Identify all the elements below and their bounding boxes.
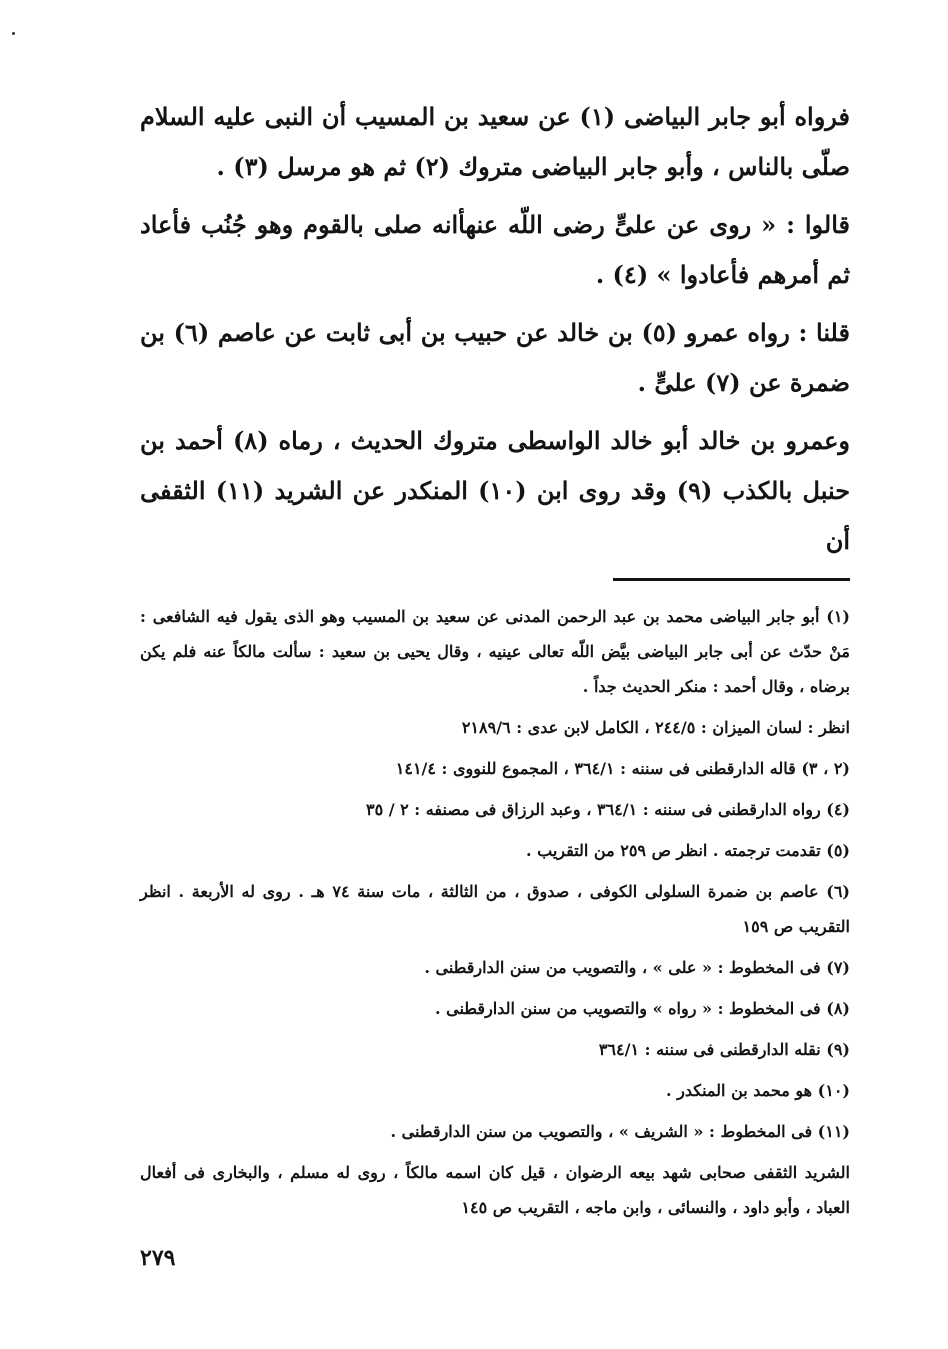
footnote-7: (٧) فى المخطوط : « على » ، والتصويب من سنن الدارقطنى . (424, 958, 850, 977)
page-number: ٢٧٩ (140, 1245, 176, 1271)
body-paragraph-1: فرواه أبو جابر البياضى (١) عن سعيد بن المسيب أن النبى عليه السلام صلّى بالناس ، وأبو جابر البياضى متروك (٢) ثم هو مرسل (٣) . (140, 102, 850, 181)
footnote-8: (٨) فى المخطوط : « رواه » والتصويب من سنن الدارقطنى . (434, 999, 850, 1018)
body-paragraph-2: قالوا : « روى عن علىٍّ رضى اللّه عنهأانه صلى بالقوم وهو جُنُب فأعاد ثم أمرهم فأعادوا » (٤) . (140, 210, 850, 289)
body-paragraph-4: وعمرو بن خالد أبو خالد الواسطى متروك الحديث ، رماه (٨) أحمد بن حنبل بالكذب (٩) وقد روى ابن (١٠) المنكدر عن الشريد (١١) الثقفى أن (140, 426, 851, 555)
footnote-6: (٦) عاصم بن ضمرة السلولى الكوفى ، صدوق ، من الثالثة ، مات سنة ٧٤ هـ . روى له الأربعة . انظر التقريب ص ١٥٩ (140, 882, 850, 936)
footnote-separator (613, 578, 850, 581)
footnote-11-continuation: الشريد الثقفى صحابى شهد بيعه الرضوان ، قيل كان اسمه مالكاً ، روى له مسلم ، والبخارى فى أفعال العباد ، وأبو داود ، والنسائى ، وابن ماجه ، التقريب ص ١٤٥ (140, 1163, 850, 1217)
footnote-2-3: (٢ ، ٣) قاله الدارقطنى فى سننه : ٣٦٤/١ ، المجموع للنووى : ١٤١/٤ (395, 759, 850, 778)
footnote-1: (١) أبو جابر البياضى محمد بن عبد الرحمن المدنى عن سعيد بن المسيب وهو الذى يقول فيه الشافعى : مَنْ حدّث عن أبى جابر البياضى بيَّض اللّه تعالى عينيه ، وقال يحيى بن سعيد : سألت مالكاً عنه فلم يكن برضاه ، وقال أحمد : منكر الحديث جداً . (140, 607, 850, 696)
footnote-1-references: انظر : لسان الميزان : ٢٤٤/٥ ، الكامل لابن عدى : ٢١٨٩/٦ (461, 718, 850, 737)
scan-speck (12, 32, 15, 35)
page-content (140, 92, 850, 1231)
footnote-4: (٤) رواه الدارقطنى فى سننه : ٣٦٤/١ ، وعبد الرزاق فى مصنفه : ٢ / ٣٥ (365, 800, 850, 819)
body-paragraph-3: قلنا : رواه عمرو (٥) بن خالد عن حبيب بن أبى ثابت عن عاصم (٦) بن ضمرة عن (٧) علىٍّ . (140, 318, 850, 397)
footnote-5: (٥) تقدمت ترجمته . انظر ص ٢٥٩ من التقريب . (525, 841, 850, 860)
footnote-9: (٩) نقله الدارقطنى فى سننه : ٣٦٤/١ (598, 1040, 850, 1059)
footnote-11: (١١) فى المخطوط : « الشريف » ، والتصويب من سنن الدارقطنى . (390, 1122, 850, 1141)
footnote-10: (١٠) هو محمد بن المنكدر . (666, 1081, 850, 1100)
